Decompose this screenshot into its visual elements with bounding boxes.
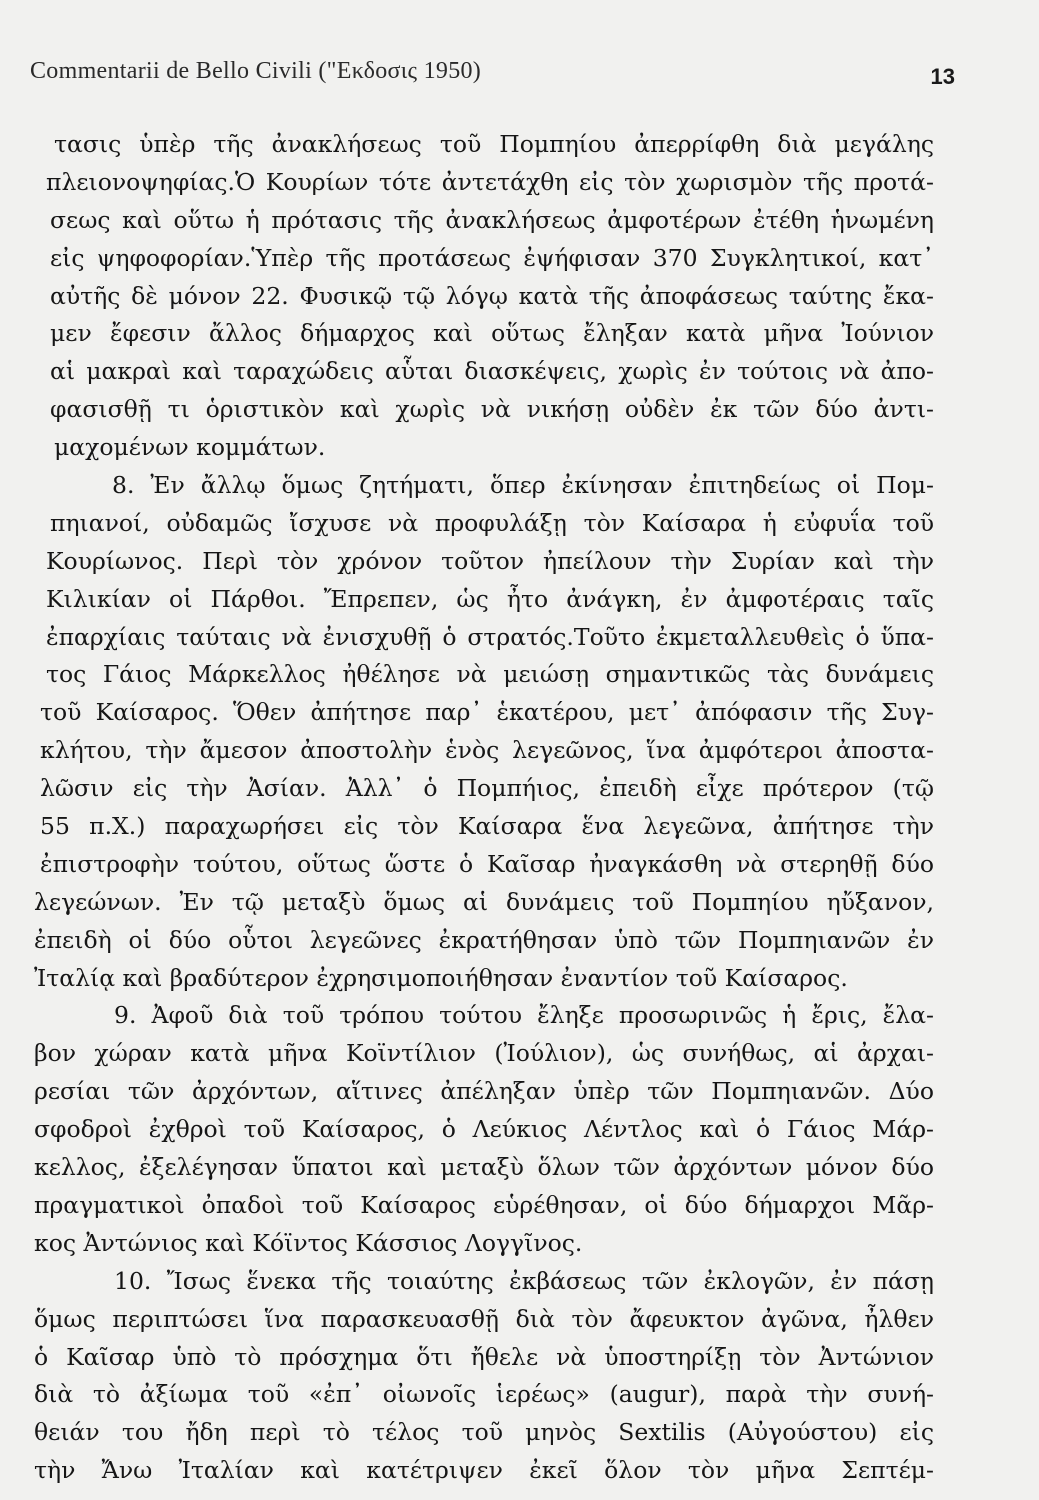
text-line: διὰ τὸ ἀξίωμα τοῦ «ἐπ᾽ οἰωνοῖς ἱερέως» (augur), παρὰ τὴν συνή-: [34, 1380, 934, 1409]
text-line: κος Ἀντώνιος καὶ Κόϊντος Κάσσιος Λογγῖνος.: [34, 1228, 583, 1257]
page-number: 13: [930, 64, 955, 89]
text-line: σφοδροὶ ἐχθροὶ τοῦ Καίσαρος, ὁ Λεύκιος Λέντλος καὶ ὁ Γάιος Μάρ-: [34, 1115, 934, 1144]
text-line: τος Γάιος Μάρκελλος ἠθέλησε νὰ μειώσῃ σημαντικῶς τὰς δυνάμεις: [46, 660, 934, 689]
text-line: ἐπαρχίαις ταύταις νὰ ἐνισχυθῇ ὁ στρατός.Τοῦτο ἐκμεταλλευθεὶς ὁ ὕπα-: [46, 622, 934, 651]
text-line: ρεσίαι τῶν ἀρχόντων, αἵτινες ἀπέληξαν ὑπὲρ τῶν Πομπηιανῶν. Δύο: [34, 1077, 934, 1106]
text-line: βον χώραν κατὰ μῆνα Κοϊντίλιον (Ἰούλιον), ὡς συνήθως, αἱ ἀρχαι-: [34, 1039, 934, 1068]
text-line: ὁ Καῖσαρ ὑπὸ τὸ πρόσχημα ὅτι ἤθελε νὰ ὑποστηρίξῃ τὸν Ἀντώνιον: [34, 1342, 934, 1371]
text-line: φασισθῇ τι ὁριστικὸν καὶ χωρὶς νὰ νικήσῃ οὐδὲν ἐκ τῶν δύο ἀντι-: [50, 395, 934, 424]
text-line: Ἰταλίᾳ καὶ βραδύτερον ἐχρησιμοποιήθησαν ἐναντίον τοῦ Καίσαρος.: [34, 963, 848, 992]
text-line: Κιλικίαν οἱ Πάρθοι. Ἔπρεπεν, ὡς ἦτο ἀνάγκη, ἐν ἀμφοτέραις ταῖς: [46, 584, 934, 613]
text-line: τασις ὑπὲρ τῆς ἀνακλήσεως τοῦ Πομπηίου ἀπερρίφθη διὰ μεγάλης: [54, 130, 934, 158]
paragraph-start-line: 8. Ἐν ἄλλῳ ὅμως ζητήματι, ὅπερ ἐκίνησαν ἐπιτηδείως οἱ Πομ-: [112, 471, 934, 500]
text-line: τὴν Ἄνω Ἰταλίαν καὶ κατέτριψεν ἐκεῖ ὅλον τὸν μῆνα Σεπτέμ-: [34, 1456, 934, 1485]
body-text: [34, 126, 934, 1490]
page-header: [30, 58, 955, 98]
text-line: σεως καὶ οὕτω ἡ πρότασις τῆς ἀνακλήσεως ἀμφοτέρων ἐτέθη ἡνωμένη: [50, 205, 934, 234]
text-line: πραγματικοὶ ὀπαδοὶ τοῦ Καίσαρος εὑρέθησαν, οἱ δύο δήμαρχοι Μᾶρ-: [34, 1190, 934, 1219]
text-line: 55 π.Χ.) παραχωρήσει εἰς τὸν Καίσαρα ἕνα λεγεῶνα, ἀπήτησε τὴν: [40, 812, 934, 841]
text-line: πλειονοψηφίας.Ὁ Κουρίων τότε ἀντετάχθη εἰς τὸν χωρισμὸν τῆς προτά-: [46, 167, 934, 196]
text-line: ἐπειδὴ οἱ δύο οὗτοι λεγεῶνες ἐκρατήθησαν ὑπὸ τῶν Πομπηιανῶν ἐν: [34, 925, 934, 954]
text-line: κελλος, ἐξελέγησαν ὕπατοι καὶ μεταξὺ ὅλων τῶν ἀρχόντων μόνον δύο: [34, 1153, 934, 1182]
paragraph-start-line: 9. Ἀφοῦ διὰ τοῦ τρόπου τούτου ἔληξε προσωρινῶς ἡ ἔρις, ἔλα-: [114, 1001, 934, 1030]
text-line: πηιανοί, οὐδαμῶς ἴσχυσε νὰ προφυλάξῃ τὸν Καίσαρα ἡ εὐφυΐα τοῦ: [50, 508, 934, 537]
text-line: τοῦ Καίσαρος. Ὅθεν ἀπήτησε παρ᾽ ἑκατέρου, μετ᾽ ἀπόφασιν τῆς Συγ-: [40, 698, 934, 727]
text-line: Κουρίωνος. Περὶ τὸν χρόνον τοῦτον ἠπείλουν τὴν Συρίαν καὶ τὴν: [46, 546, 934, 575]
text-line: μαχομένων κομμάτων.: [54, 433, 326, 462]
running-title: Commentarii de Bello Civili ("Εκδοσις 1950): [30, 58, 482, 84]
text-line: λεγεώνων. Ἐν τῷ μεταξὺ ὅμως αἱ δυνάμεις τοῦ Πομπηίου ηὔξανον,: [34, 887, 934, 916]
paragraph-start-line: 10. Ἴσως ἕνεκα τῆς τοιαύτης ἐκβάσεως τῶν ἐκλογῶν, ἐν πάσῃ: [114, 1266, 934, 1295]
text-line: αὐτῆς δὲ μόνον 22. Φυσικῷ τῷ λόγῳ κατὰ τῆς ἀποφάσεως ταύτης ἔκα-: [50, 281, 934, 310]
text-line: θειάν του ἤδη περὶ τὸ τέλος τοῦ μηνὸς Sextilis (Αὐγούστου) εἰς: [34, 1418, 934, 1447]
text-line: ὅμως περιπτώσει ἵνα παρασκευασθῇ διὰ τὸν ἄφευκτον ἀγῶνα, ἦλθεν: [34, 1304, 934, 1333]
text-line: λῶσιν εἰς τὴν Ἀσίαν. Ἀλλ᾽ ὁ Πομπήιος, ἐπειδὴ εἶχε πρότερον (τῷ: [40, 774, 934, 803]
text-line: εἰς ψηφοφορίαν.Ὑπὲρ τῆς προτάσεως ἐψήφισαν 370 Συγκλητικοί, κατ᾽: [50, 243, 934, 272]
text-line: αἱ μακραὶ καὶ ταραχώδεις αὗται διασκέψεις, χωρὶς ἐν τούτοις νὰ ἀπο-: [50, 357, 934, 386]
text-line: μεν ἔφεσιν ἄλλος δήμαρχος καὶ οὕτως ἔληξαν κατὰ μῆνα Ἰούνιον: [50, 319, 934, 348]
text-line: κλήτου, τὴν ἄμεσον ἀποστολὴν ἑνὸς λεγεῶνος, ἵνα ἀμφότεροι ἀποστα-: [40, 736, 934, 765]
text-line: ἐπιστροφὴν τούτου, οὕτως ὥστε ὁ Καῖσαρ ἠναγκάσθη νὰ στερηθῇ δύο: [40, 849, 934, 878]
